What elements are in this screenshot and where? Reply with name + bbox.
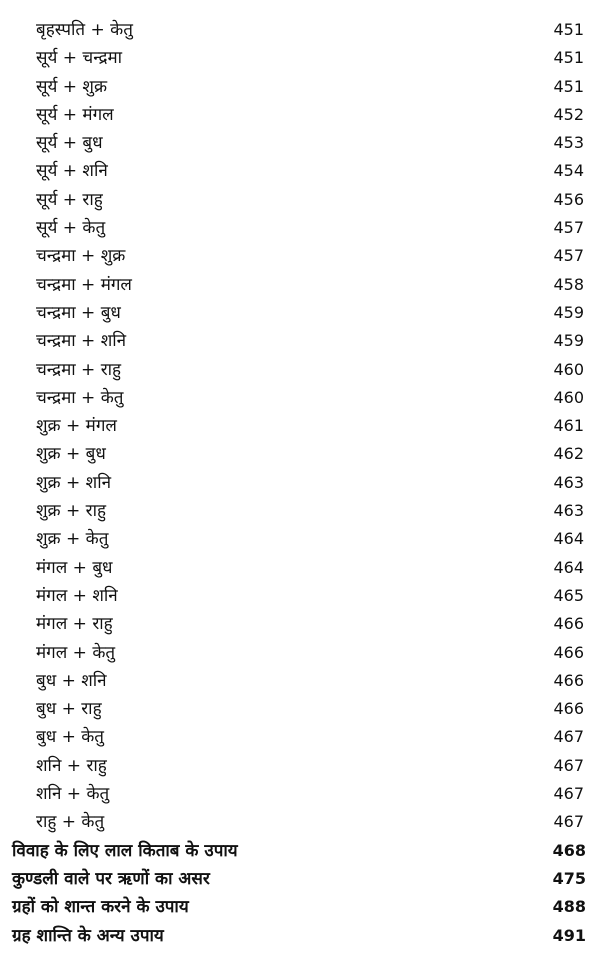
toc-entry [0,384,600,412]
toc-entry-title: सूर्य + केतु [36,218,106,239]
toc-entry [0,44,600,72]
toc-entry-page: 457 [553,218,584,238]
toc-entry [0,16,600,44]
toc-entry [0,157,600,185]
toc-entry-page: 466 [553,642,584,662]
toc-entry-page: 458 [553,274,584,294]
toc-entry-page: 463 [553,472,584,492]
toc-entry-title: चन्द्रमा + शनि [36,331,127,352]
toc-chapter-page: 475 [552,868,586,888]
toc-entry-page: 467 [553,755,584,775]
toc-chapter-page: 491 [552,925,586,945]
toc-chapter [0,865,600,893]
toc-entry [0,242,600,270]
toc-entry-title: सूर्य + बुध [36,133,103,154]
toc-entry-page: 451 [553,20,584,39]
toc-entry-title: बुध + राहु [36,699,102,720]
toc-entry-title: मंगल + राहु [36,614,113,635]
toc-entry [0,752,600,780]
toc-entry-title: चन्द्रमा + मंगल [36,274,132,295]
toc-entry-page: 460 [553,359,584,379]
toc-entry [0,667,600,695]
toc-entry-title: मंगल + केतु [36,642,116,663]
toc-entry-title: शुक्र + बुध [36,444,106,465]
toc-entry [0,129,600,157]
toc-entry-page: 456 [553,189,584,209]
toc-entry-title: राहु + केतु [36,812,105,833]
toc-entry-title: चन्द्रमा + शुक्र [36,246,126,267]
toc-entry [0,186,600,214]
toc-entry-page: 459 [553,302,584,322]
toc-entry-title: चन्द्रमा + बुध [36,302,121,323]
toc-entry-page: 463 [553,501,584,521]
toc-entry-page: 452 [553,104,584,124]
toc-entry [0,723,600,751]
toc-entry [0,271,600,299]
toc-entry-title: शनि + केतु [36,784,110,805]
toc-entry [0,299,600,327]
toc-chapter-page: 488 [552,897,586,917]
toc-entry-title: शुक्र + राहु [36,501,107,522]
toc-entry-title: शनि + राहु [36,755,107,776]
toc-entry-page: 462 [553,444,584,464]
toc-entry-title: सूर्य + मंगल [36,104,114,125]
toc-entry-page: 451 [553,76,584,96]
toc-chapter [0,837,600,865]
toc-entry-page: 454 [553,161,584,181]
toc-entry-title: सूर्य + शनि [36,161,108,182]
toc-entry-page: 467 [553,727,584,747]
toc-entry-page: 464 [553,557,584,577]
toc-entry-title: चन्द्रमा + केतु [36,387,124,408]
toc-entry-page: 466 [553,699,584,719]
toc-entry [0,610,600,638]
toc-entry [0,214,600,242]
toc-chapter-title: ग्रह शान्ति के अन्य उपाय [12,925,164,946]
toc-chapter-title: कुण्डली वाले पर ऋणों का असर [12,868,210,889]
toc-entry-title: मंगल + शनि [36,585,118,606]
toc-entry-page: 451 [553,48,584,68]
toc-entry [0,780,600,808]
toc-entry [0,582,600,610]
toc-entry-title: बुध + केतु [36,727,104,748]
toc-entry-title: चन्द्रमा + राहु [36,359,122,380]
toc-entry [0,554,600,582]
toc-entry [0,497,600,525]
toc-chapter-page: 468 [552,840,586,860]
toc-entry-title: शुक्र + शनि [36,472,112,493]
toc-entry-page: 467 [553,784,584,804]
toc-entry-title: बुध + शनि [36,670,107,691]
toc-entry-page: 466 [553,670,584,690]
toc-entry [0,356,600,384]
toc-entry [0,695,600,723]
toc-entry [0,327,600,355]
toc-chapter-title: विवाह के लिए लाल किताब के उपाय [12,840,238,861]
toc-entry-page: 459 [553,331,584,351]
toc-chapter [0,893,600,921]
toc-entry-title: सूर्य + चन्द्रमा [36,48,123,69]
toc-entry-page: 464 [553,529,584,549]
toc-entry [0,440,600,468]
toc-entry [0,639,600,667]
table-of-contents [0,16,600,950]
toc-entry-page: 457 [553,246,584,266]
toc-entry-title: शुक्र + केतु [36,529,109,550]
toc-entry [0,101,600,129]
toc-entry-page: 467 [553,812,584,832]
toc-entry-title: बृहस्पति + केतु [36,20,133,40]
toc-entry-page: 461 [553,416,584,436]
toc-entry [0,808,600,836]
toc-entry-page: 453 [553,133,584,153]
toc-entry [0,525,600,553]
toc-chapter-title: ग्रहों को शान्त करने के उपाय [12,897,189,918]
toc-entry [0,73,600,101]
toc-entry-title: मंगल + बुध [36,557,113,578]
toc-entry-title: सूर्य + राहु [36,189,103,210]
toc-entry-title: सूर्य + शुक्र [36,76,108,97]
toc-entry [0,469,600,497]
toc-entry-page: 465 [553,585,584,605]
toc-chapter [0,922,600,950]
toc-entry-page: 466 [553,614,584,634]
toc-entry-title: शुक्र + मंगल [36,416,117,437]
toc-entry-page: 460 [553,387,584,407]
toc-entry [0,412,600,440]
